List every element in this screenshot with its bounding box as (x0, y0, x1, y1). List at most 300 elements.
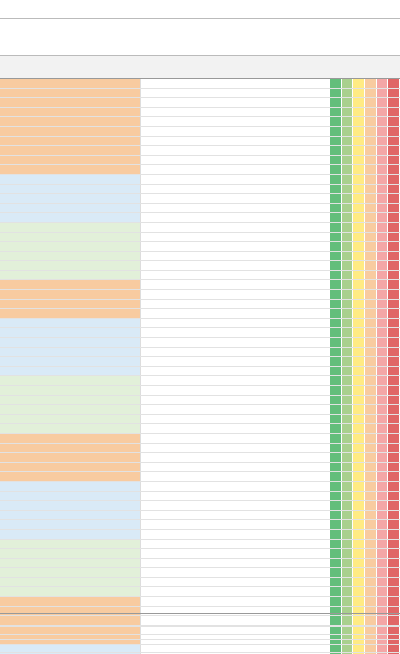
armor-class-cell (342, 309, 354, 318)
armor-class-cell (330, 261, 342, 270)
armor-class-cell (330, 520, 342, 529)
armor-class-cell (365, 261, 377, 270)
armor-class-cells (330, 175, 400, 184)
armor-class-cell (365, 376, 377, 385)
ammo-name-cell (44, 348, 141, 357)
armor-class-cell (377, 367, 389, 376)
armor-class-cell (377, 328, 389, 337)
caliber-cell (0, 578, 45, 587)
stats-cell (140, 568, 331, 577)
armor-class-cell (377, 396, 389, 405)
armor-class-cell (365, 405, 377, 414)
table-row (0, 492, 400, 502)
stats-cell (140, 309, 331, 318)
ammo-name-cell (44, 233, 141, 242)
armor-class-cells (330, 405, 400, 414)
ammo-name-cell (44, 137, 141, 146)
ammo-name-cell (44, 117, 141, 126)
armor-class-cell (388, 482, 400, 491)
ammo-name-cell (44, 453, 141, 462)
armor-class-cell (377, 386, 389, 395)
armor-class-cell (365, 511, 377, 520)
stats-cell (140, 492, 331, 501)
armor-class-cell (330, 290, 342, 299)
table-row (0, 271, 400, 281)
armor-class-cells (330, 98, 400, 107)
ammo-name-cell (44, 463, 141, 472)
armor-class-cell (353, 453, 365, 462)
armor-class-cell (377, 578, 389, 587)
armor-class-cell (377, 482, 389, 491)
armor-class-cell (342, 415, 354, 424)
armor-class-cell (377, 492, 389, 501)
table-row (0, 357, 400, 367)
armor-class-cell (342, 587, 354, 596)
ammo-name-cell (44, 252, 141, 261)
armor-class-cell (353, 578, 365, 587)
table-row (0, 79, 400, 89)
armor-class-cell (377, 117, 389, 126)
caliber-cell (0, 319, 45, 328)
caliber-cell (0, 568, 45, 577)
armor-class-cell (353, 396, 365, 405)
armor-class-cell (342, 261, 354, 270)
stats-cell (140, 597, 331, 606)
armor-class-cell (342, 434, 354, 443)
armor-class-cells (330, 252, 400, 261)
armor-class-cell (388, 338, 400, 347)
armor-class-cell (330, 597, 342, 606)
armor-class-cell (342, 463, 354, 472)
stats-cell (140, 376, 331, 385)
armor-class-cell (342, 98, 354, 107)
armor-class-cell (365, 137, 377, 146)
caliber-cell (0, 520, 45, 529)
table-row (0, 338, 400, 348)
caliber-cell (0, 376, 45, 385)
ammo-name-cell (44, 492, 141, 501)
armor-class-cell (330, 424, 342, 433)
table-row (0, 319, 400, 329)
table-row (0, 472, 400, 482)
armor-class-cell (353, 348, 365, 357)
armor-class-cell (365, 386, 377, 395)
armor-class-cell (388, 472, 400, 481)
ammo-name-cell (44, 79, 141, 88)
table-row (0, 520, 400, 530)
table-row (0, 252, 400, 262)
armor-class-cell (388, 98, 400, 107)
armor-class-cell (365, 530, 377, 539)
armor-class-cell (377, 194, 389, 203)
armor-class-cell (388, 424, 400, 433)
grenade-row (0, 614, 400, 627)
ammo-name-cell (44, 165, 141, 174)
table-row (0, 405, 400, 415)
armor-class-cell (330, 415, 342, 424)
armor-class-cell (377, 472, 389, 481)
armor-class-cell (365, 338, 377, 347)
armor-class-cell (353, 405, 365, 414)
armor-class-cell (377, 223, 389, 232)
armor-class-cell (377, 79, 389, 88)
armor-class-cell (388, 300, 400, 309)
armor-class-cells (330, 328, 400, 337)
armor-class-cell (342, 348, 354, 357)
armor-class-cell (342, 444, 354, 453)
armor-class-cell (342, 511, 354, 520)
armor-class-cell (365, 252, 377, 261)
armor-class-cell (365, 89, 377, 98)
armor-class-cells (330, 568, 400, 577)
armor-class-cell (388, 146, 400, 155)
armor-class-cell (365, 396, 377, 405)
armor-class-cell (377, 415, 389, 424)
ammo-name-cell (44, 376, 141, 385)
armor-class-cell (353, 252, 365, 261)
ammo-name-cell (44, 472, 141, 481)
armor-class-cell (365, 300, 377, 309)
armor-class-cell (342, 367, 354, 376)
armor-class-cell (377, 242, 389, 251)
armor-class-cell (388, 348, 400, 357)
stats-cell (140, 137, 331, 146)
ammo-name-cell (44, 434, 141, 443)
armor-class-cell (365, 98, 377, 107)
caliber-cell (0, 338, 45, 347)
armor-class-cell (342, 396, 354, 405)
armor-class-cell (330, 79, 342, 88)
caliber-cell (0, 549, 45, 558)
ammo-name-cell (44, 280, 141, 289)
caliber-cell (0, 175, 45, 184)
armor-class-cell (353, 309, 365, 318)
ammo-name-cell (44, 271, 141, 280)
armor-class-cell (377, 434, 389, 443)
armor-class-cell (388, 549, 400, 558)
ammo-name-cell (44, 367, 141, 376)
armor-class-cell (377, 376, 389, 385)
stats-cell (140, 117, 331, 126)
armor-class-cell (330, 587, 342, 596)
armor-class-cell (330, 472, 342, 481)
armor-class-cell (377, 357, 389, 366)
armor-class-cell (353, 376, 365, 385)
ammo-name-cell (44, 396, 141, 405)
armor-class-cell (377, 424, 389, 433)
armor-class-cells (330, 463, 400, 472)
armor-class-cell (342, 424, 354, 433)
armor-class-cell (377, 252, 389, 261)
armor-class-cells (330, 511, 400, 520)
armor-class-cell (353, 424, 365, 433)
armor-class-cell (330, 213, 342, 222)
armor-class-cell (330, 185, 342, 194)
armor-class-cells (330, 271, 400, 280)
armor-class-cell (377, 444, 389, 453)
armor-class-cell (353, 328, 365, 337)
stats-cell (140, 501, 331, 510)
armor-class-cell (365, 578, 377, 587)
armor-class-cell (342, 597, 354, 606)
armor-class-cell (353, 98, 365, 107)
column-header-row (0, 56, 400, 79)
stats-cell (140, 444, 331, 453)
armor-class-cell (388, 175, 400, 184)
armor-class-cells (330, 127, 400, 136)
ammo-name-cell (44, 540, 141, 549)
armor-class-cell (388, 386, 400, 395)
armor-class-cell (365, 549, 377, 558)
armor-class-cell (330, 559, 342, 568)
table-row (0, 396, 400, 406)
armor-class-cell (377, 405, 389, 414)
armor-class-cell (353, 559, 365, 568)
table-row (0, 540, 400, 550)
ammo-name-cell (44, 597, 141, 606)
caliber-cell (0, 357, 45, 366)
armor-class-cell (342, 578, 354, 587)
caliber-cell (0, 492, 45, 501)
armor-class-cell (377, 501, 389, 510)
ammo-name-cell (44, 511, 141, 520)
armor-class-cell (377, 587, 389, 596)
ammo-name-cell (44, 357, 141, 366)
ammo-name-cell (44, 328, 141, 337)
armor-class-cell (388, 280, 400, 289)
stats-cell (140, 338, 331, 347)
table-row (0, 290, 400, 300)
stats-cell (140, 290, 331, 299)
armor-class-cell (388, 587, 400, 596)
armor-class-cell (330, 376, 342, 385)
armor-class-cell (342, 79, 354, 88)
armor-class-cell (330, 156, 342, 165)
caliber-cell (0, 559, 45, 568)
armor-class-cell (377, 453, 389, 462)
armor-class-cell (365, 242, 377, 251)
armor-class-cell (342, 165, 354, 174)
armor-class-cell (377, 338, 389, 347)
table-row (0, 309, 400, 319)
armor-class-cell (342, 204, 354, 213)
armor-class-cell (377, 204, 389, 213)
armor-class-cell (342, 338, 354, 347)
armor-class-cells (330, 415, 400, 424)
armor-class-cell (388, 156, 400, 165)
armor-class-cells (330, 396, 400, 405)
armor-class-cell (388, 252, 400, 261)
stats-cell (140, 261, 331, 270)
table-row (0, 127, 400, 137)
armor-class-cell (342, 242, 354, 251)
stats-cell (140, 165, 331, 174)
armor-class-cell (365, 290, 377, 299)
armor-class-cell (330, 127, 342, 136)
ammo-name-cell (44, 290, 141, 299)
stats-cell (140, 587, 331, 596)
armor-class-cell (388, 415, 400, 424)
stats-cell (140, 405, 331, 414)
armor-class-cells (330, 530, 400, 539)
armor-class-cell (342, 156, 354, 165)
stats-cell (140, 98, 331, 107)
armor-class-cell (342, 405, 354, 414)
armor-class-cell (330, 117, 342, 126)
table-row (0, 597, 400, 607)
armor-class-cell (330, 348, 342, 357)
armor-class-cell (377, 309, 389, 318)
armor-class-cell (377, 597, 389, 606)
armor-class-cell (365, 223, 377, 232)
caliber-cell (0, 540, 45, 549)
armor-class-cell (342, 501, 354, 510)
stats-cell (140, 559, 331, 568)
ammo-name-cell (44, 108, 141, 117)
page-title (0, 0, 400, 19)
armor-class-cells (330, 290, 400, 299)
armor-class-cells (330, 117, 400, 126)
armor-class-cell (365, 453, 377, 462)
stats-cell (140, 194, 331, 203)
armor-class-cell (342, 290, 354, 299)
stats-cell (140, 223, 331, 232)
armor-class-cell (330, 453, 342, 462)
armor-class-cells (330, 472, 400, 481)
stats-cell (140, 271, 331, 280)
ammo-name-cell (44, 444, 141, 453)
stats-cell (140, 415, 331, 424)
armor-class-cell (342, 213, 354, 222)
armor-class-cells (330, 424, 400, 433)
stats-cell (140, 127, 331, 136)
table-row (0, 165, 400, 175)
table-row (0, 444, 400, 454)
table-row (0, 194, 400, 204)
armor-class-cell (388, 357, 400, 366)
caliber-cell (0, 530, 45, 539)
armor-class-cell (330, 501, 342, 510)
armor-class-cell (377, 156, 389, 165)
caliber-cell (0, 261, 45, 270)
armor-class-cell (365, 463, 377, 472)
armor-class-cell (377, 137, 389, 146)
armor-class-cell (353, 501, 365, 510)
armor-class-cell (365, 357, 377, 366)
stats-cell (140, 146, 331, 155)
table-row (0, 415, 400, 425)
grenade-row (0, 640, 400, 653)
table-row (0, 300, 400, 310)
table-row (0, 376, 400, 386)
armor-class-cell (388, 559, 400, 568)
ammo-name-cell (44, 89, 141, 98)
ammo-grid (0, 79, 400, 654)
armor-class-cell (353, 204, 365, 213)
caliber-cell (0, 127, 45, 136)
armor-class-cell (342, 472, 354, 481)
ammo-name-cell (44, 223, 141, 232)
armor-class-cells (330, 559, 400, 568)
armor-class-cell (353, 233, 365, 242)
armor-class-cell (353, 156, 365, 165)
armor-class-cell (342, 540, 354, 549)
armor-class-cells (330, 578, 400, 587)
table-row (0, 223, 400, 233)
stats-cell (140, 233, 331, 242)
armor-class-cell (377, 280, 389, 289)
armor-class-cell (330, 319, 342, 328)
armor-class-cell (377, 559, 389, 568)
armor-class-cells (330, 146, 400, 155)
table-row (0, 280, 400, 290)
armor-class-cell (342, 386, 354, 395)
armor-class-cell (353, 520, 365, 529)
armor-class-cell (388, 501, 400, 510)
armor-class-cell (365, 175, 377, 184)
armor-class-cells (330, 482, 400, 491)
armor-class-cell (353, 223, 365, 232)
armor-class-cell (353, 280, 365, 289)
caliber-cell (0, 444, 45, 453)
table-row (0, 568, 400, 578)
armor-class-cells (330, 501, 400, 510)
armor-class-cell (365, 415, 377, 424)
caliber-cell (0, 482, 45, 491)
armor-class-cell (377, 213, 389, 222)
armor-class-cell (388, 233, 400, 242)
armor-class-cell (365, 568, 377, 577)
armor-class-cell (388, 453, 400, 462)
armor-class-cell (377, 233, 389, 242)
table-row (0, 578, 400, 588)
caliber-cell (0, 242, 45, 251)
armor-class-cell (377, 185, 389, 194)
armor-class-cell (377, 98, 389, 107)
armor-class-cell (342, 300, 354, 309)
ammo-name-cell (44, 242, 141, 251)
armor-class-cell (353, 434, 365, 443)
armor-class-cell (377, 530, 389, 539)
armor-class-cells (330, 587, 400, 596)
armor-class-cell (388, 319, 400, 328)
table-row (0, 146, 400, 156)
caliber-cell (0, 309, 45, 318)
armor-class-cells (330, 520, 400, 529)
table-row (0, 453, 400, 463)
table-row (0, 108, 400, 118)
armor-class-cell (330, 233, 342, 242)
armor-class-cell (377, 89, 389, 98)
armor-class-cell (353, 415, 365, 424)
armor-class-cell (365, 194, 377, 203)
armor-class-cell (342, 108, 354, 117)
grenade-rows (0, 613, 400, 654)
armor-class-cell (353, 482, 365, 491)
armor-class-cell (388, 530, 400, 539)
armor-class-cells (330, 549, 400, 558)
armor-class-cell (353, 386, 365, 395)
stats-cell (140, 482, 331, 491)
armor-class-cell (388, 568, 400, 577)
stats-cell (140, 280, 331, 289)
caliber-cell (0, 300, 45, 309)
armor-class-cell (377, 165, 389, 174)
stats-cell (140, 204, 331, 213)
armor-class-cell (365, 597, 377, 606)
armor-class-cell (353, 492, 365, 501)
caliber-cell (0, 280, 45, 289)
